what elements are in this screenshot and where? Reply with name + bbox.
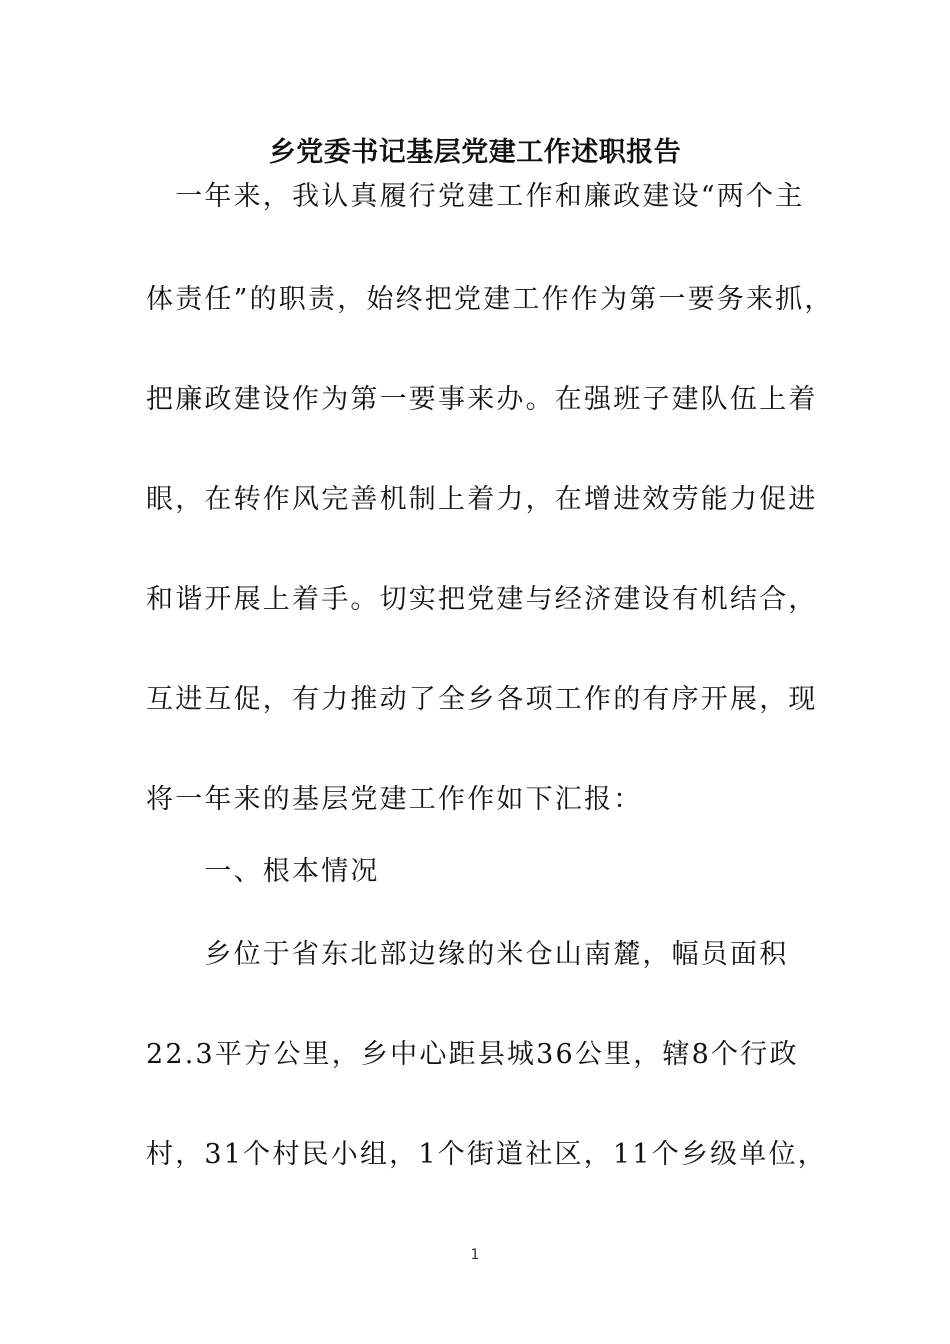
body-line: 一年来，我认真履行党建工作和廉政建设“两个主 [146,181,805,212]
body-line: 和谐开展上着手。切实把党建与经济建设有机结合， [146,584,818,615]
body-line: 眼，在转作风完善机制上着力，在增进效劳能力促进 [146,484,818,515]
section-heading: 一、根本情况 [146,856,380,887]
body-line: 互进互促，有力推动了全乡各项工作的有序开展，现 [146,684,818,715]
body-line: 将一年来的基层党建工作作如下汇报： [146,784,643,815]
body-line: 把廉政建设作为第一要事来办。在强班子建队伍上着 [146,384,818,415]
document-title: 乡党委书记基层党建工作述职报告 [268,137,682,168]
body-line: 村，31个村民小组，1个街道社区，11个乡级单位， [146,1139,827,1170]
body-line: 乡位于省东北部边缘的米仓山南麓，幅员面积 [146,939,789,970]
body-line: 22.3平方公里，乡中心距县城36公里，辖8个行政 [146,1039,799,1070]
body-line: 体责任”的职责，始终把党建工作作为第一要务来抓， [146,284,834,315]
page-number: 1 [470,1247,480,1263]
